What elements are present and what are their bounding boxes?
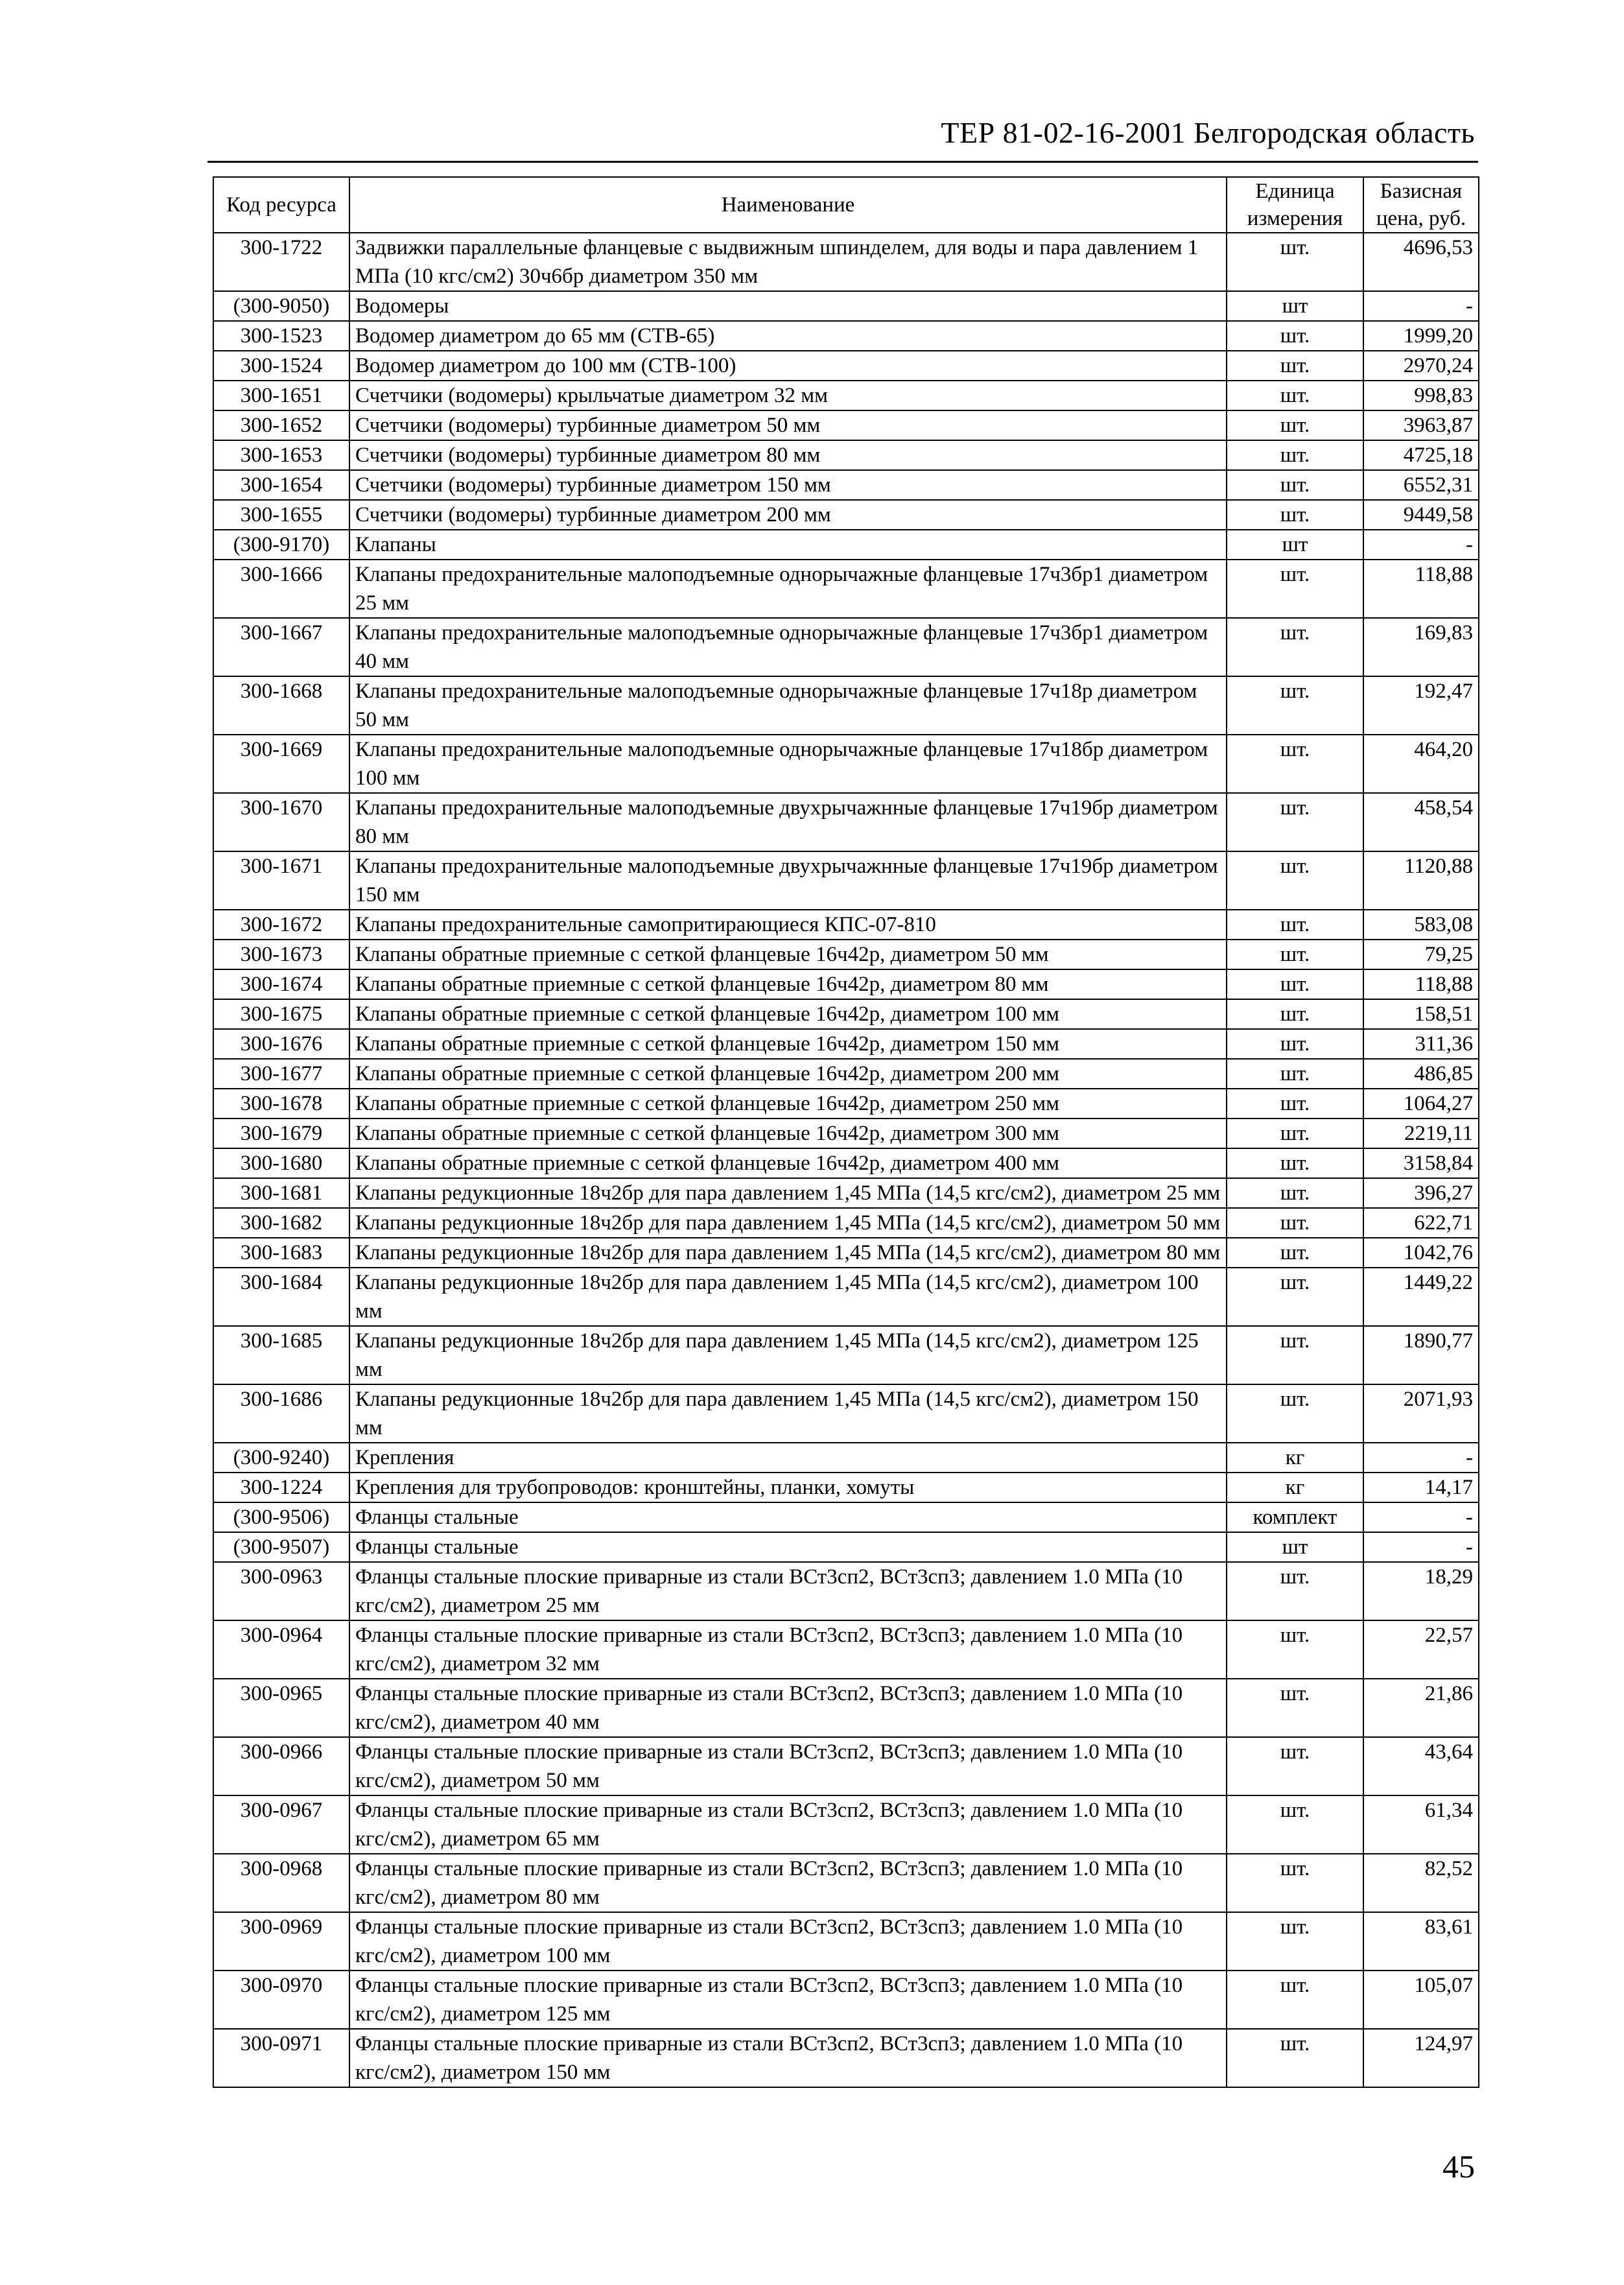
- cell-price: 61,34: [1363, 1795, 1479, 1854]
- cell-code: 300-1671: [213, 851, 349, 910]
- cell-name: Фланцы стальные плоские приварные из стали ВСт3сп2, ВСт3сп3; давлением 1.0 МПа (10 кгс/см2), диаметром 125 мм: [349, 1971, 1227, 2029]
- cell-code: 300-1669: [213, 735, 349, 793]
- cell-name: Клапаны предохранительные самопритирающиеся КПС-07-810: [349, 910, 1227, 940]
- cell-unit: шт.: [1227, 793, 1363, 851]
- cell-name: Клапаны редукционные 18ч2бр для пара давлением 1,45 МПа (14,5 кгс/см2), диаметром 25 мм: [349, 1178, 1227, 1208]
- table-row: [213, 969, 1479, 999]
- table-row: [213, 410, 1479, 440]
- cell-price: 4725,18: [1363, 440, 1479, 470]
- cell-code: (300-9170): [213, 530, 349, 560]
- column-header-price: [1363, 177, 1479, 233]
- cell-name: Счетчики (водомеры) крыльчатые диаметром 32 мм: [349, 381, 1227, 410]
- cell-unit: шт.: [1227, 1059, 1363, 1089]
- cell-name: Счетчики (водомеры) турбинные диаметром 50 мм: [349, 410, 1227, 440]
- table-row: [213, 999, 1479, 1029]
- cell-code: 300-1672: [213, 910, 349, 940]
- table-row: [213, 793, 1479, 851]
- cell-unit: шт.: [1227, 1854, 1363, 1912]
- cell-name: Счетчики (водомеры) турбинные диаметром 80 мм: [349, 440, 1227, 470]
- table-row: [213, 940, 1479, 969]
- table-row: [213, 1148, 1479, 1178]
- cell-name: Клапаны обратные приемные с сеткой фланцевые 16ч42р, диаметром 150 мм: [349, 1029, 1227, 1059]
- cell-unit: шт.: [1227, 1620, 1363, 1679]
- column-header-code: Код ресурса: [213, 177, 349, 233]
- table-group-row: [213, 530, 1479, 560]
- cell-code: 300-0965: [213, 1679, 349, 1737]
- cell-price: 4696,53: [1363, 233, 1479, 291]
- column-header-price-line2: цена, руб.: [1376, 207, 1466, 230]
- column-header-price-line1: Базисная: [1380, 180, 1463, 203]
- cell-code: 300-1653: [213, 440, 349, 470]
- cell-unit: шт.: [1227, 470, 1363, 500]
- cell-unit: шт.: [1227, 410, 1363, 440]
- cell-name: Фланцы стальные плоские приварные из стали ВСт3сп2, ВСт3сп3; давлением 1.0 МПа (10 кгс/см2), диаметром 65 мм: [349, 1795, 1227, 1854]
- cell-price: 169,83: [1363, 618, 1479, 676]
- cell-unit: шт.: [1227, 1326, 1363, 1384]
- table-row: [213, 440, 1479, 470]
- cell-price: -: [1363, 1532, 1479, 1562]
- cell-price: 118,88: [1363, 560, 1479, 618]
- cell-name: Клапаны редукционные 18ч2бр для пара давлением 1,45 МПа (14,5 кгс/см2), диаметром 100 мм: [349, 1268, 1227, 1326]
- cell-unit: шт.: [1227, 851, 1363, 910]
- cell-code: 300-0968: [213, 1854, 349, 1912]
- cell-name: Крепления для трубопроводов: кронштейны, планки, хомуты: [349, 1473, 1227, 1502]
- cell-price: 1042,76: [1363, 1238, 1479, 1268]
- cell-unit: шт.: [1227, 1238, 1363, 1268]
- cell-name: Клапаны обратные приемные с сеткой фланцевые 16ч42р, диаметром 400 мм: [349, 1148, 1227, 1178]
- cell-price: 79,25: [1363, 940, 1479, 969]
- cell-name: Водомеры: [349, 291, 1227, 321]
- cell-name: Клапаны предохранительные малоподъемные однорычажные фланцевые 17ч3бр1 диаметром 25 мм: [349, 560, 1227, 618]
- table-body: [213, 233, 1479, 2087]
- cell-code: 300-1655: [213, 500, 349, 530]
- cell-name: Клапаны обратные приемные с сеткой фланцевые 16ч42р, диаметром 200 мм: [349, 1059, 1227, 1089]
- table-row: [213, 321, 1479, 351]
- table-row: [213, 1473, 1479, 1502]
- cell-name: Фланцы стальные плоские приварные из стали ВСт3сп2, ВСт3сп3; давлением 1.0 МПа (10 кгс/см2), диаметром 100 мм: [349, 1912, 1227, 1971]
- cell-name: Клапаны предохранительные малоподъемные однорычажные фланцевые 17ч3бр1 диаметром 40 мм: [349, 618, 1227, 676]
- cell-price: 105,07: [1363, 1971, 1479, 2029]
- cell-unit: шт.: [1227, 1178, 1363, 1208]
- cell-name: Фланцы стальные плоские приварные из стали ВСт3сп2, ВСт3сп3; давлением 1.0 МПа (10 кгс/см2), диаметром 32 мм: [349, 1620, 1227, 1679]
- cell-name: Фланцы стальные плоские приварные из стали ВСт3сп2, ВСт3сп3; давлением 1.0 МПа (10 кгс/см2), диаметром 40 мм: [349, 1679, 1227, 1737]
- cell-code: 300-1666: [213, 560, 349, 618]
- cell-price: 311,36: [1363, 1029, 1479, 1059]
- cell-code: 300-1683: [213, 1238, 349, 1268]
- cell-code: 300-1686: [213, 1384, 349, 1443]
- column-header-name: Наименование: [349, 177, 1227, 233]
- table-row: [213, 1971, 1479, 2029]
- table-row: [213, 1059, 1479, 1089]
- cell-price: 3963,87: [1363, 410, 1479, 440]
- table-row: [213, 618, 1479, 676]
- cell-name: Клапаны редукционные 18ч2бр для пара давлением 1,45 МПа (14,5 кгс/см2), диаметром 80 мм: [349, 1238, 1227, 1268]
- cell-price: 458,54: [1363, 793, 1479, 851]
- table-row: [213, 1089, 1479, 1119]
- cell-code: 300-1668: [213, 676, 349, 735]
- cell-code: 300-1682: [213, 1208, 349, 1238]
- cell-unit: шт.: [1227, 1795, 1363, 1854]
- cell-code: 300-1654: [213, 470, 349, 500]
- cell-price: 82,52: [1363, 1854, 1479, 1912]
- cell-name: Счетчики (водомеры) турбинные диаметром 150 мм: [349, 470, 1227, 500]
- cell-unit: шт.: [1227, 560, 1363, 618]
- cell-name: Счетчики (водомеры) турбинные диаметром 200 мм: [349, 500, 1227, 530]
- cell-price: -: [1363, 291, 1479, 321]
- cell-unit: шт.: [1227, 1029, 1363, 1059]
- column-header-unit: [1227, 177, 1363, 233]
- table-row: [213, 2029, 1479, 2087]
- cell-name: Клапаны редукционные 18ч2бр для пара давлением 1,45 МПа (14,5 кгс/см2), диаметром 150 мм: [349, 1384, 1227, 1443]
- cell-price: -: [1363, 1443, 1479, 1473]
- cell-unit: шт.: [1227, 1562, 1363, 1620]
- table-row: [213, 1119, 1479, 1148]
- cell-name: Фланцы стальные плоские приварные из стали ВСт3сп2, ВСт3сп3; давлением 1.0 МПа (10 кгс/см2), диаметром 50 мм: [349, 1737, 1227, 1795]
- column-header-unit-line1: Единица: [1255, 180, 1335, 203]
- cell-unit: шт.: [1227, 351, 1363, 381]
- cell-name: Клапаны: [349, 530, 1227, 560]
- cell-name: Фланцы стальные плоские приварные из стали ВСт3сп2, ВСт3сп3; давлением 1.0 МПа (10 кгс/см2), диаметром 25 мм: [349, 1562, 1227, 1620]
- resource-price-table: [213, 176, 1479, 2088]
- cell-price: 21,86: [1363, 1679, 1479, 1737]
- cell-code: 300-1678: [213, 1089, 349, 1119]
- cell-name: Клапаны предохранительные малоподъемные однорычажные фланцевые 17ч18бр диаметром 100 мм: [349, 735, 1227, 793]
- cell-code: 300-1524: [213, 351, 349, 381]
- cell-code: 300-1679: [213, 1119, 349, 1148]
- cell-code: (300-9050): [213, 291, 349, 321]
- cell-code: 300-0967: [213, 1795, 349, 1854]
- cell-code: 300-0969: [213, 1912, 349, 1971]
- cell-name: Клапаны редукционные 18ч2бр для пара давлением 1,45 МПа (14,5 кгс/см2), диаметром 125 мм: [349, 1326, 1227, 1384]
- cell-price: 1999,20: [1363, 321, 1479, 351]
- cell-name: Клапаны предохранительные малоподъемные двухрычажнные фланцевые 17ч19бр диаметром 80 мм: [349, 793, 1227, 851]
- cell-price: -: [1363, 1502, 1479, 1532]
- table-row: [213, 1208, 1479, 1238]
- cell-code: 300-0971: [213, 2029, 349, 2087]
- table-row: [213, 910, 1479, 940]
- cell-code: 300-1676: [213, 1029, 349, 1059]
- table-row: [213, 851, 1479, 910]
- cell-name: Клапаны обратные приемные с сеткой фланцевые 16ч42р, диаметром 300 мм: [349, 1119, 1227, 1148]
- cell-code: 300-1675: [213, 999, 349, 1029]
- cell-unit: шт.: [1227, 500, 1363, 530]
- cell-price: 998,83: [1363, 381, 1479, 410]
- table-row: [213, 1912, 1479, 1971]
- cell-unit: шт.: [1227, 1384, 1363, 1443]
- cell-price: 22,57: [1363, 1620, 1479, 1679]
- cell-name: Клапаны обратные приемные с сеткой фланцевые 16ч42р, диаметром 80 мм: [349, 969, 1227, 999]
- cell-price: 1120,88: [1363, 851, 1479, 910]
- cell-code: (300-9240): [213, 1443, 349, 1473]
- cell-code: 300-1652: [213, 410, 349, 440]
- cell-code: 300-1224: [213, 1473, 349, 1502]
- header-divider: [207, 161, 1478, 163]
- cell-unit: шт.: [1227, 735, 1363, 793]
- cell-unit: кг: [1227, 1443, 1363, 1473]
- cell-price: 124,97: [1363, 2029, 1479, 2087]
- cell-unit: шт.: [1227, 1148, 1363, 1178]
- cell-name: Клапаны обратные приемные с сеткой фланцевые 16ч42р, диаметром 50 мм: [349, 940, 1227, 969]
- cell-code: 300-1673: [213, 940, 349, 969]
- cell-unit: шт: [1227, 291, 1363, 321]
- cell-name: Фланцы стальные плоские приварные из стали ВСт3сп2, ВСт3сп3; давлением 1.0 МПа (10 кгс/см2), диаметром 150 мм: [349, 2029, 1227, 2087]
- cell-unit: шт.: [1227, 381, 1363, 410]
- cell-price: 1449,22: [1363, 1268, 1479, 1326]
- table-row: [213, 1178, 1479, 1208]
- cell-unit: шт.: [1227, 1679, 1363, 1737]
- cell-code: 300-1681: [213, 1178, 349, 1208]
- column-header-unit-line2: измерения: [1247, 207, 1343, 230]
- cell-name: Клапаны обратные приемные с сеткой фланцевые 16ч42р, диаметром 100 мм: [349, 999, 1227, 1029]
- table-row: [213, 470, 1479, 500]
- cell-price: 192,47: [1363, 676, 1479, 735]
- table-group-row: [213, 1443, 1479, 1473]
- table-row: [213, 1620, 1479, 1679]
- cell-price: 118,88: [1363, 969, 1479, 999]
- cell-unit: шт.: [1227, 940, 1363, 969]
- table-row: [213, 351, 1479, 381]
- table-row: [213, 560, 1479, 618]
- document-header-title: ТЕР 81-02-16-2001 Белгородская область: [941, 116, 1475, 149]
- table-row: [213, 1854, 1479, 1912]
- page-number: 45: [1442, 2148, 1475, 2184]
- cell-code: 300-0970: [213, 1971, 349, 2029]
- cell-name: Фланцы стальные: [349, 1502, 1227, 1532]
- cell-price: 6552,31: [1363, 470, 1479, 500]
- table-row: [213, 735, 1479, 793]
- table-row: [213, 1268, 1479, 1326]
- cell-unit: шт.: [1227, 969, 1363, 999]
- cell-unit: кг: [1227, 1473, 1363, 1502]
- cell-unit: шт.: [1227, 1971, 1363, 2029]
- cell-price: 583,08: [1363, 910, 1479, 940]
- table-row: [213, 381, 1479, 410]
- table-row: [213, 676, 1479, 735]
- table-row: [213, 1737, 1479, 1795]
- cell-price: 396,27: [1363, 1178, 1479, 1208]
- table-group-row: [213, 1502, 1479, 1532]
- cell-unit: шт.: [1227, 1737, 1363, 1795]
- cell-code: 300-1722: [213, 233, 349, 291]
- cell-unit: шт: [1227, 1532, 1363, 1562]
- cell-name: Крепления: [349, 1443, 1227, 1473]
- cell-name: Водомер диаметром до 100 мм (СТВ-100): [349, 351, 1227, 381]
- cell-price: 3158,84: [1363, 1148, 1479, 1178]
- table-row: [213, 1384, 1479, 1443]
- cell-code: 300-0963: [213, 1562, 349, 1620]
- cell-price: 14,17: [1363, 1473, 1479, 1502]
- cell-unit: шт.: [1227, 1912, 1363, 1971]
- cell-price: 486,85: [1363, 1059, 1479, 1089]
- cell-name: Клапаны обратные приемные с сеткой фланцевые 16ч42р, диаметром 250 мм: [349, 1089, 1227, 1119]
- cell-unit: шт.: [1227, 2029, 1363, 2087]
- table-row: [213, 1238, 1479, 1268]
- table-row: [213, 1795, 1479, 1854]
- cell-unit: шт.: [1227, 233, 1363, 291]
- cell-price: -: [1363, 530, 1479, 560]
- cell-name: Фланцы стальные: [349, 1532, 1227, 1562]
- cell-unit: шт.: [1227, 321, 1363, 351]
- cell-name: Фланцы стальные плоские приварные из стали ВСт3сп2, ВСт3сп3; давлением 1.0 МПа (10 кгс/см2), диаметром 80 мм: [349, 1854, 1227, 1912]
- cell-code: 300-1684: [213, 1268, 349, 1326]
- cell-unit: шт.: [1227, 440, 1363, 470]
- table-group-row: [213, 291, 1479, 321]
- cell-name: Водомер диаметром до 65 мм (СТВ-65): [349, 321, 1227, 351]
- cell-unit: шт.: [1227, 1089, 1363, 1119]
- cell-code: 300-1651: [213, 381, 349, 410]
- cell-code: (300-9507): [213, 1532, 349, 1562]
- cell-code: 300-1667: [213, 618, 349, 676]
- table-header-row: [213, 177, 1479, 233]
- cell-code: 300-1523: [213, 321, 349, 351]
- cell-unit: шт.: [1227, 1208, 1363, 1238]
- cell-code: 300-1685: [213, 1326, 349, 1384]
- cell-price: 43,64: [1363, 1737, 1479, 1795]
- cell-unit: шт.: [1227, 910, 1363, 940]
- table-group-row: [213, 1532, 1479, 1562]
- cell-unit: комплект: [1227, 1502, 1363, 1532]
- cell-code: (300-9506): [213, 1502, 349, 1532]
- cell-price: 2219,11: [1363, 1119, 1479, 1148]
- cell-price: 18,29: [1363, 1562, 1479, 1620]
- cell-code: 300-0964: [213, 1620, 349, 1679]
- cell-code: 300-1680: [213, 1148, 349, 1178]
- cell-price: 2970,24: [1363, 351, 1479, 381]
- table-row: [213, 233, 1479, 291]
- cell-unit: шт.: [1227, 999, 1363, 1029]
- cell-code: 300-0966: [213, 1737, 349, 1795]
- cell-code: 300-1670: [213, 793, 349, 851]
- cell-unit: шт.: [1227, 676, 1363, 735]
- cell-unit: шт.: [1227, 1268, 1363, 1326]
- cell-unit: шт.: [1227, 1119, 1363, 1148]
- cell-price: 2071,93: [1363, 1384, 1479, 1443]
- cell-price: 1890,77: [1363, 1326, 1479, 1384]
- cell-price: 9449,58: [1363, 500, 1479, 530]
- cell-price: 464,20: [1363, 735, 1479, 793]
- cell-name: Клапаны предохранительные малоподъемные однорычажные фланцевые 17ч18р диаметром 50 мм: [349, 676, 1227, 735]
- cell-price: 83,61: [1363, 1912, 1479, 1971]
- cell-price: 622,71: [1363, 1208, 1479, 1238]
- table-row: [213, 1679, 1479, 1737]
- cell-unit: шт.: [1227, 618, 1363, 676]
- cell-name: Задвижки параллельные фланцевые с выдвижным шпинделем, для воды и пара давлением 1 МПа (10 кгс/см2) 30ч6бр диаметром 350 мм: [349, 233, 1227, 291]
- cell-unit: шт: [1227, 530, 1363, 560]
- cell-code: 300-1677: [213, 1059, 349, 1089]
- table-row: [213, 500, 1479, 530]
- cell-price: 158,51: [1363, 999, 1479, 1029]
- cell-price: 1064,27: [1363, 1089, 1479, 1119]
- cell-name: Клапаны редукционные 18ч2бр для пара давлением 1,45 МПа (14,5 кгс/см2), диаметром 50 мм: [349, 1208, 1227, 1238]
- table-row: [213, 1326, 1479, 1384]
- cell-name: Клапаны предохранительные малоподъемные двухрычажнные фланцевые 17ч19бр диаметром 150 мм: [349, 851, 1227, 910]
- table-row: [213, 1562, 1479, 1620]
- table-row: [213, 1029, 1479, 1059]
- cell-code: 300-1674: [213, 969, 349, 999]
